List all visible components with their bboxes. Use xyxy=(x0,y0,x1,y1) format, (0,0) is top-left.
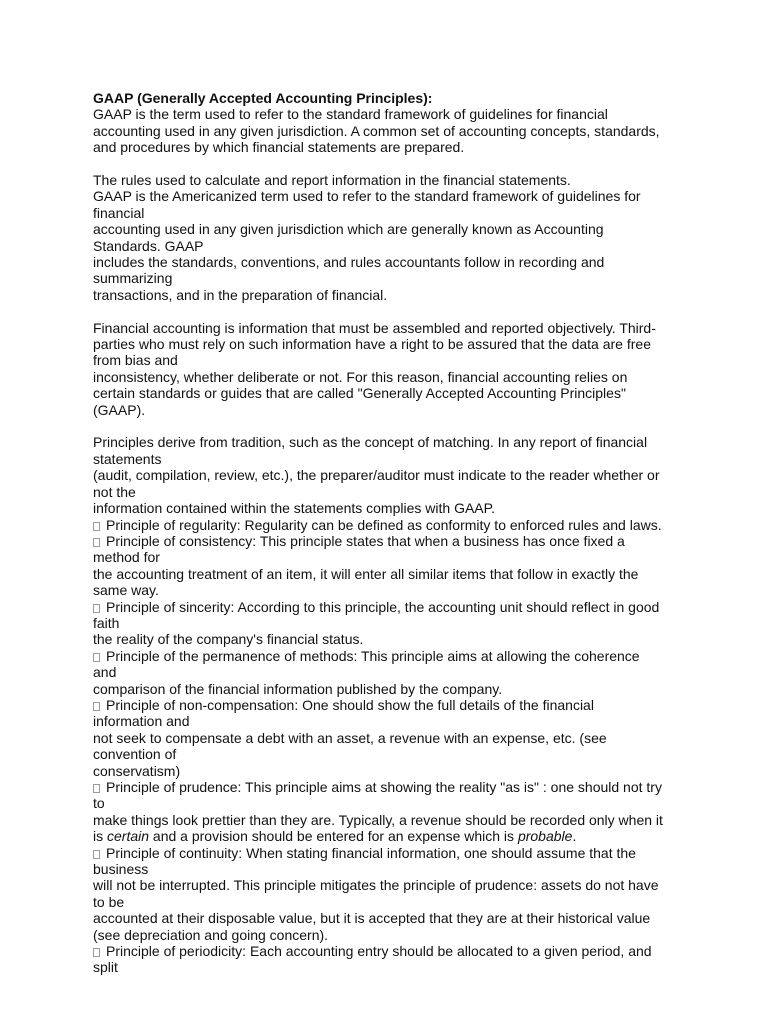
principle-prudence xyxy=(93,779,683,845)
text-line: Principle of prudence: This principle aims at showing the reality "as is" : one should not try xyxy=(106,779,662,796)
text-line: statements xyxy=(93,450,162,467)
text-line: transactions, and in the preparation of financial. xyxy=(93,286,388,303)
text-line: the accounting treatment of an item, it will enter all similar items that follow in exactly the xyxy=(93,565,639,582)
text-line: business xyxy=(93,861,149,878)
text-line: Principle of regularity: Regularity can be defined as conformity to enforced rules and laws. xyxy=(106,516,662,533)
text-line: Principle of sincerity: According to this principle, the accounting unit should reflect in good xyxy=(106,598,660,615)
principle-periodicity xyxy=(93,943,683,976)
text-fragment: and a provision should be entered for an expense which is xyxy=(149,828,518,845)
bullet-box-icon xyxy=(93,702,100,711)
text-line: Financial accounting is information that must be assembled and reported objectively. Third- xyxy=(93,319,656,336)
text-line: Principle of non-compensation: One should show the full details of the financial xyxy=(106,696,594,713)
text-line: accounting used in any given jurisdiction which are generally known as Accounting xyxy=(93,221,604,238)
text-line: make things look prettier than they are. Typically, a revenue should be recorded only when it xyxy=(93,811,663,828)
emphasis-probable: probable xyxy=(517,828,573,845)
text-fragment: is xyxy=(93,828,107,845)
text-line: certain standards or guides that are called "Generally Accepted Accounting Principles" xyxy=(93,385,626,402)
text-line: information and xyxy=(93,713,190,730)
principle-sincerity xyxy=(93,599,683,648)
text-fragment: . xyxy=(572,828,577,845)
text-line: will not be interrupted. This principle mitigates the principle of prudence: assets do not have xyxy=(93,877,659,894)
text-line: same way. xyxy=(93,582,159,599)
text-line: Principle of periodicity: Each accounting entry should be allocated to a given period, and xyxy=(106,943,652,960)
principle-permanence xyxy=(93,648,683,697)
text-line xyxy=(93,828,683,844)
text-line: GAAP is the Americanized term used to refer to the standard framework of guidelines for xyxy=(93,188,641,205)
text-line: The rules used to calculate and report information in the financial statements. xyxy=(93,172,571,189)
text-line: the reality of the company's financial status. xyxy=(93,631,364,648)
bullet-box-icon xyxy=(93,850,100,859)
text-line: includes the standards, conventions, and rules accountants follow in recording and xyxy=(93,254,605,271)
text-line: GAAP is the term used to refer to the standard framework of guidelines for financial xyxy=(93,106,608,123)
bullet-box-icon xyxy=(93,604,100,613)
bullet-box-icon xyxy=(93,948,100,957)
text-line: financial xyxy=(93,204,145,221)
principle-consistency xyxy=(93,533,683,599)
bullet-box-icon xyxy=(93,538,100,547)
principle-regularity xyxy=(93,517,683,533)
text-line: not seek to compensate a debt with an asset, a revenue with an expense, etc. (see xyxy=(93,729,607,746)
text-line: split xyxy=(93,959,118,976)
text-line: not the xyxy=(93,483,136,500)
text-line: and procedures by which financial statements are prepared. xyxy=(93,139,465,156)
text-line: Principle of the permanence of methods: This principle aims at allowing the coherence xyxy=(106,647,640,664)
paragraph-financial-accounting xyxy=(93,320,683,418)
text-line: convention of xyxy=(93,746,177,763)
text-line: summarizing xyxy=(93,270,173,287)
text-line: (audit, compilation, review, etc.), the preparer/auditor must indicate to the reader whether or xyxy=(93,467,660,484)
text-line: Principle of continuity: When stating financial information, one should assume that the xyxy=(106,844,636,861)
text-line: inconsistency, whether deliberate or not. For this reason, financial accounting relies on xyxy=(93,368,628,385)
text-line: conservatism) xyxy=(93,762,181,779)
paragraph-principles-intro xyxy=(93,434,683,516)
paragraph-gap xyxy=(93,418,683,434)
document-page xyxy=(93,90,683,976)
paragraph-gaap-definition xyxy=(93,106,683,155)
bullet-box-icon xyxy=(93,784,100,793)
paragraph-gap xyxy=(93,156,683,172)
text-line: Standards. GAAP xyxy=(93,237,204,254)
text-line: (see depreciation and going concern). xyxy=(93,926,329,943)
text-line: faith xyxy=(93,614,120,631)
text-line: comparison of the financial information published by the company. xyxy=(93,680,503,697)
principle-non-compensation xyxy=(93,697,683,779)
text-line: accounted at their disposable value, but it is accepted that they are at their historical value xyxy=(93,910,651,927)
text-line: accounting used in any given jurisdiction. A common set of accounting concepts, standards, xyxy=(93,122,660,139)
text-line: method for xyxy=(93,549,160,566)
text-line: to be xyxy=(93,893,125,910)
text-line: (GAAP). xyxy=(93,401,146,418)
text-line: to xyxy=(93,795,105,812)
bullet-box-icon xyxy=(93,653,100,662)
principle-continuity xyxy=(93,845,683,943)
text-line: and xyxy=(93,664,117,681)
emphasis-certain: certain xyxy=(107,828,150,845)
paragraph-gap xyxy=(93,303,683,319)
text-line: information contained within the statements complies with GAAP. xyxy=(93,500,496,517)
text-line: parties who must rely on such information have a right to be assured that the data are free xyxy=(93,336,651,353)
text-line: Principles derive from tradition, such as the concept of matching. In any report of financial xyxy=(93,434,648,451)
text-line: Principle of consistency: This principle states that when a business has once fixed a xyxy=(106,532,625,549)
paragraph-rules xyxy=(93,172,683,303)
bullet-box-icon xyxy=(93,522,100,531)
text-line: from bias and xyxy=(93,352,178,369)
document-title: GAAP (Generally Accepted Accounting Principles): xyxy=(93,90,433,106)
